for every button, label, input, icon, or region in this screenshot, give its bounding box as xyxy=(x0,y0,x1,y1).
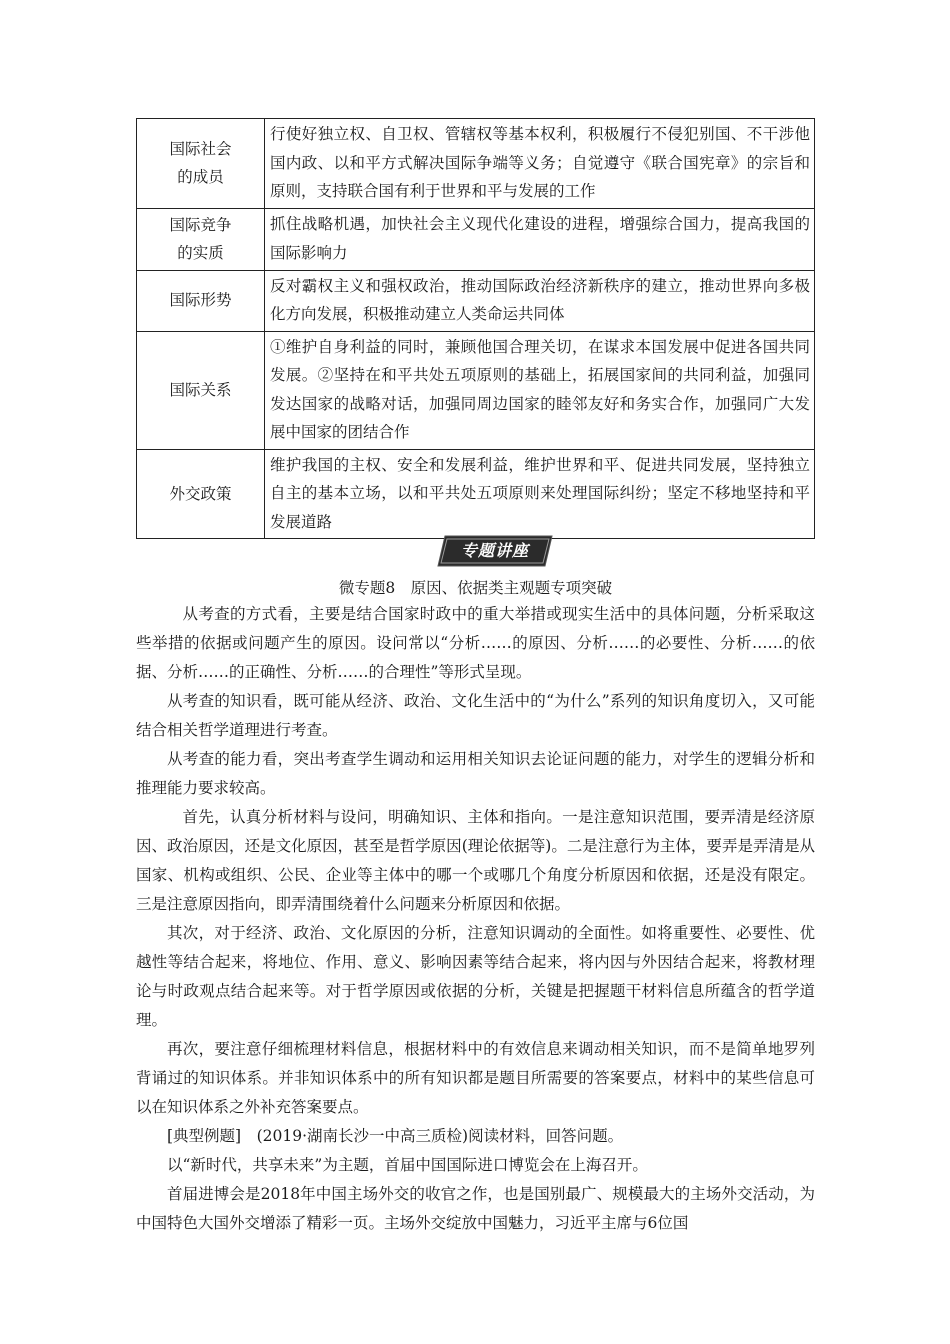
section-badge-label: 专题讲座 xyxy=(460,541,529,560)
paragraph: 以“新时代，共享未来”为主题，首届中国国际进口博览会在上海召开。 xyxy=(167,1156,648,1174)
row-description: 反对霸权主义和强权政治，推动国际政治经济新秩序的建立，推动世界向多极化方向发展，积极推动建立人类命运共同体 xyxy=(265,270,815,331)
row-description: 维护我国的主权、安全和发展利益，维护世界和平、促进共同发展，坚持独立自主的基本立场，以和平共处五项原则来处理国际纠纷；坚定不移地坚持和平发展道路 xyxy=(265,449,815,539)
row-description: ①维护自身利益的同时，兼顾他国合理关切，在谋求本国发展中促进各国共同发展。②坚持在和平共处五项原则的基础上，拓展国家间的共同利益，加强同发达国家的战略对话，加强同周边国家的睦邻友好和务实合作，加强同广大发展中国家的团结合作 xyxy=(265,331,815,449)
row-description: 抓住战略机遇，加快社会主义现代化建设的进程，增强综合国力，提高我国的国际影响力 xyxy=(265,208,815,270)
section-badge xyxy=(437,535,553,567)
table-row xyxy=(137,208,815,270)
table-row xyxy=(137,119,815,209)
row-term: 外交政策 xyxy=(137,449,265,539)
section-subtitle: 微专题8 原因、依据类主观题专项突破 xyxy=(338,579,613,597)
table-row xyxy=(137,331,815,449)
row-description: 行使好独立权、自卫权、管辖权等基本权利，积极履行不侵犯别国、不干涉他国内政、以和平方式解决国际争端等义务；自觉遵守《联合国宪章》的宗旨和原则，支持联合国有利于世界和平与发展的工作 xyxy=(265,119,815,209)
example-heading: [典型例题] (2019·湖南长沙一中高三质检)阅读材料，回答问题。 xyxy=(167,1127,624,1145)
table-row xyxy=(137,270,815,331)
row-term: 国际竞争 的实质 xyxy=(137,208,265,270)
paragraph: 从考查的能力看，突出考查学生调动和运用相关知识去论证问题的能力，对学生的逻辑分析和推理能力要求较高。 xyxy=(136,750,815,797)
row-term: 国际关系 xyxy=(137,331,265,449)
paragraph: 从考查的方式看，主要是结合国家时政中的重大举措或现实生活中的具体问题，分析采取这些举措的依据或问题产生的原因。设问常以“分析……的原因、分析……的必要性、分析……的依据、分析……的正确性、分析……的合理性”等形式呈现。 xyxy=(136,605,815,681)
row-term: 国际社会 的成员 xyxy=(137,119,265,209)
paragraph: 从考查的知识看，既可能从经济、政治、文化生活中的“为什么”系列的知识角度切入，又可能结合相关哲学道理进行考查。 xyxy=(136,692,815,739)
paragraph: 首届进博会是2018年中国主场外交的收官之作，也是国别最广、规模最大的主场外交活动，为中国特色大国外交增添了精彩一页。主场外交绽放中国魅力，习近平主席与6位国 xyxy=(136,1185,815,1232)
body-text xyxy=(136,600,815,1238)
table-row xyxy=(137,449,815,539)
paragraph: 其次，对于经济、政治、文化原因的分析，注意知识调动的全面性。如将重要性、必要性、优越性等结合起来，将地位、作用、意义、影响因素等结合起来，将内因与外因结合起来，将教材理论与时政观点结合起来等。对于哲学原因或依据的分析，关键是把握题干材料信息所蕴含的哲学道理。 xyxy=(136,924,815,1029)
paragraph: 再次，要注意仔细梳理材料信息，根据材料中的有效信息来调动相关知识，而不是简单地罗列背诵过的知识体系。并非知识体系中的所有知识都是题目所需要的答案要点，材料中的某些信息可以在知识体系之外补充答案要点。 xyxy=(136,1040,815,1116)
row-term: 国际形势 xyxy=(137,270,265,331)
paragraph: 首先，认真分析材料与设问，明确知识、主体和指向。一是注意知识范围，要弄清是经济原因、政治原因，还是文化原因，甚至是哲学原因(理论依据等)。二是注意行为主体，要弄是弄清是从国家、机构或组织、公民、企业等主体中的哪一个或哪几个角度分析原因和依据，还是没有限定。三是注意原因指向，即弄清围绕着什么问题来分析原因和依据。 xyxy=(136,808,815,913)
knowledge-table xyxy=(136,118,815,539)
